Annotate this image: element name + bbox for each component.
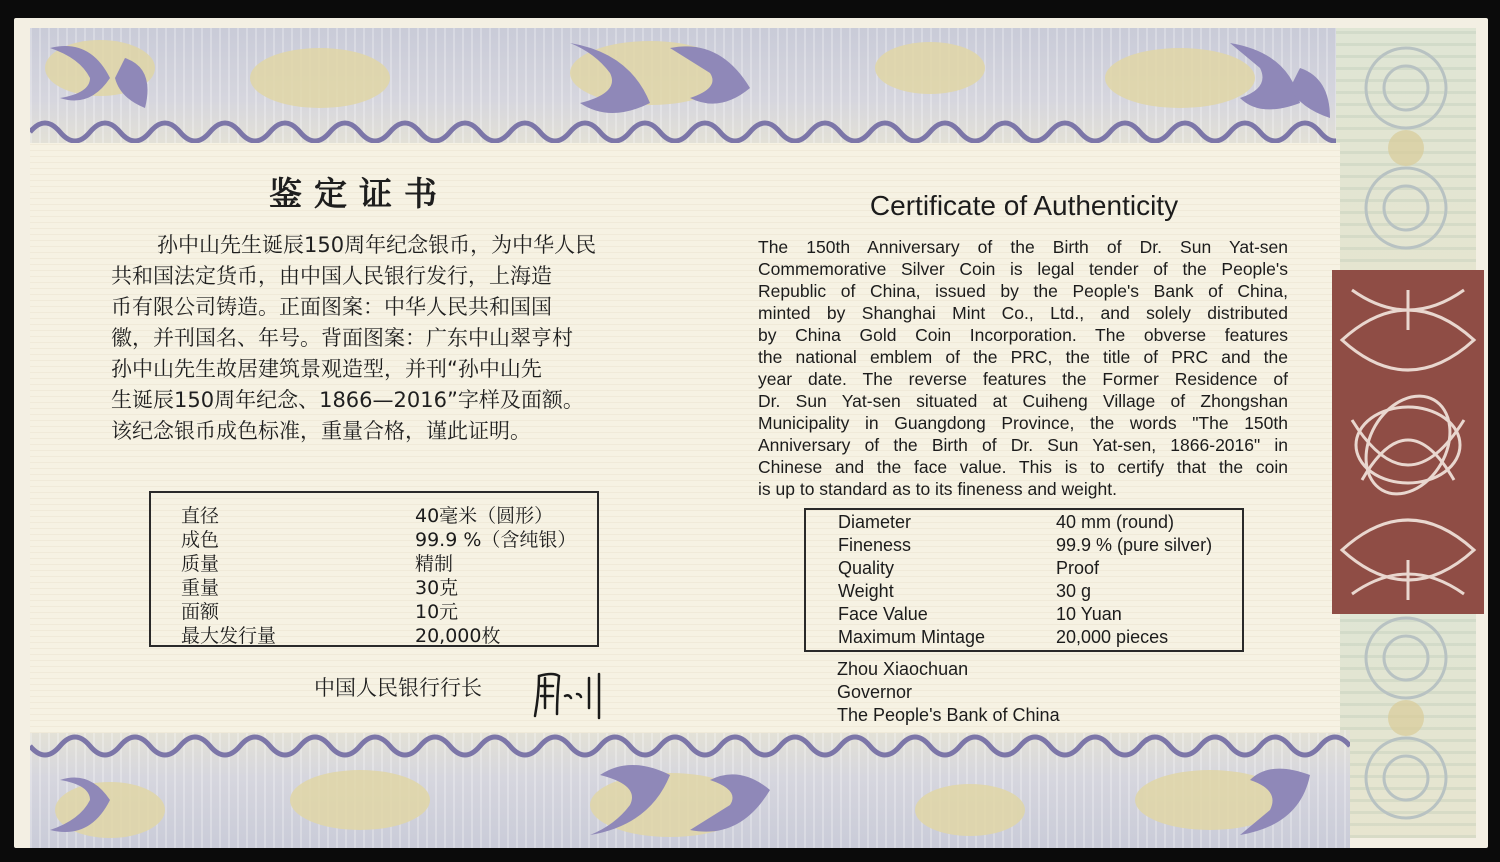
top-ornament-band [30, 28, 1350, 148]
zh-spec-label: 成色 [181, 529, 220, 551]
zh-spec-label: 最大发行量 [181, 625, 277, 647]
zh-title: 鉴定证书 [269, 174, 449, 213]
en-signatory-block [837, 658, 1060, 727]
en-body-line: The 150th Anniversary of the Birth of Dr. Sun Yat-sen [758, 237, 1288, 257]
security-emblem-icon [1332, 270, 1484, 614]
en-spec-label: Quality [838, 558, 895, 578]
certificate-card [14, 18, 1488, 848]
zh-spec-value: 精制 [415, 553, 454, 575]
en-spec-value: 10 Yuan [1056, 604, 1122, 624]
en-spec-label: Fineness [838, 535, 912, 555]
en-spec-value: Proof [1056, 558, 1100, 578]
en-body-line: by China Gold Coin Incorporation. The obverse features [758, 325, 1288, 345]
zh-spec-value: 10元 [415, 601, 459, 623]
zh-spec-value: 20,000枚 [415, 625, 501, 647]
en-body-line: Commemorative Silver Coin is legal tender of the People's [758, 259, 1288, 279]
en-body-line: year date. The reverse features the Former Residence of [758, 369, 1288, 389]
signatory-role: Governor [837, 682, 913, 702]
en-body-line: minted by Shanghai Mint Co., Ltd., and solely distributed [758, 303, 1288, 323]
en-body-text [758, 236, 1288, 500]
signatory-org: The People's Bank of China [837, 705, 1060, 725]
zh-spec-value: 30克 [415, 577, 459, 599]
zh-spec-label: 重量 [181, 577, 220, 599]
en-title: Certificate of Authenticity [869, 190, 1179, 221]
zh-spec-value: 40毫米（圆形） [415, 505, 554, 527]
signature-icon [529, 668, 609, 728]
en-spec-value: 40 mm (round) [1056, 512, 1175, 532]
en-spec-label: Weight [838, 581, 894, 601]
en-spec-table [804, 508, 1244, 652]
en-spec-label: Diameter [838, 512, 912, 532]
zh-spec-label: 质量 [181, 553, 220, 575]
en-body-line: Municipality in Guangdong Province, the words "The 150th [758, 413, 1288, 433]
zh-body-line: 徽，并刊国名、年号。背面图案：广东中山翠亨村 [111, 326, 573, 350]
signatory-name: Zhou Xiaochuan [837, 659, 969, 679]
en-body-line: is up to standard as to its fineness and weight. [758, 479, 1117, 499]
en-body-line: the national emblem of the PRC, the title of PRC and the [758, 347, 1288, 367]
en-body-line: Dr. Sun Yat-sen situated at Cuiheng Village of Zhongshan [758, 391, 1288, 411]
en-spec-label: Face Value [838, 604, 928, 624]
zh-body-line: 生诞辰150周年纪念、1866—2016”字样及面额。 [111, 388, 584, 412]
en-spec-value: 99.9 % (pure silver) [1056, 535, 1213, 555]
zh-body-text [111, 230, 643, 447]
zh-spec-label: 直径 [181, 505, 220, 527]
zh-body-line: 孙中山先生诞辰150周年纪念银币，为中华人民 [157, 233, 597, 257]
zh-spec-label: 面额 [181, 601, 220, 623]
en-body-line: Republic of China, issued by the People's Bank of China, [758, 281, 1288, 301]
bottom-ornament-band [30, 730, 1350, 848]
en-spec-value: 30 g [1056, 581, 1092, 601]
zh-body-line: 币有限公司铸造。正面图案：中华人民共和国国 [111, 295, 552, 319]
zh-signatory: 中国人民银行行长 [314, 676, 482, 700]
en-body-line: Chinese and the face value. This is to certify that the coin [758, 457, 1288, 477]
zh-spec-value: 99.9 %（含纯银） [415, 529, 577, 551]
en-spec-label: Maximum Mintage [838, 627, 986, 647]
en-spec-value: 20,000 pieces [1056, 627, 1169, 647]
zh-spec-table [149, 491, 599, 647]
en-body-line: Anniversary of the Birth of Dr. Sun Yat-sen, 1866-2016" in [758, 435, 1288, 455]
zh-body-line: 共和国法定货币，由中国人民银行发行，上海造 [111, 264, 552, 288]
zh-body-line: 孙中山先生故居建筑景观造型，并刊“孙中山先 [111, 357, 542, 381]
zh-body-line: 该纪念银币成色标准，重量合格，谨此证明。 [111, 419, 531, 443]
